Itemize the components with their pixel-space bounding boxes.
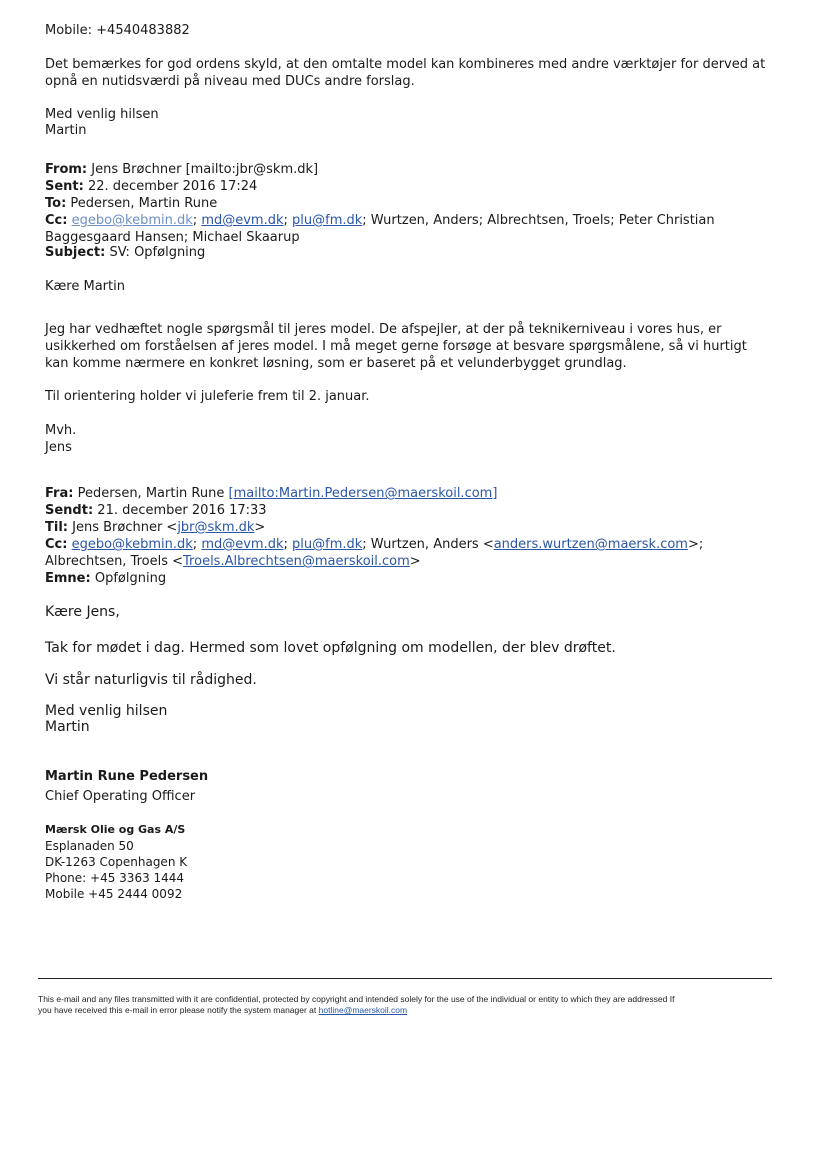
email2-fra-mailto-link[interactable]: [mailto:Martin.Pedersen@maerskoil.com]: [228, 486, 498, 501]
email1-subject-value: SV: Opfølgning: [109, 245, 206, 260]
disclaimer-line-2: [38, 1005, 783, 1016]
email2-cc-line: [45, 536, 775, 570]
top-paragraph: Det bemærkes for god ordens skyld, at den omtalte model kan kombineres med andre værktøjer for derved at opnå en nutidsværdi på niveau med DUCs andre forslag.: [45, 57, 766, 89]
signature-mobile: Mobile +45 2444 0092: [45, 887, 183, 901]
email1-from-label: From:: [45, 162, 88, 177]
email1-to-value: Pedersen, Martin Rune: [70, 196, 218, 211]
email2-emne-label: Emne:: [45, 571, 91, 586]
disclaimer-line-1: This e-mail and any files transmitted with it are confidential, protected by copyright and intended solely for the use of the individual or entity to which they are addressed If: [38, 994, 675, 1004]
email2-sendt-line: [45, 502, 785, 519]
email1-from-value: Jens Brøchner [mailto:jbr@skm.dk]: [91, 162, 319, 177]
email1-cc-link-md[interactable]: md@evm.dk: [201, 213, 284, 228]
email2-greeting: Med venlig hilsen: [45, 703, 168, 719]
email2-cc-link-wurtzen[interactable]: anders.wurtzen@maersk.com: [493, 537, 688, 552]
email2-cc-text: >; Albrechtsen, Troels <: [45, 537, 704, 569]
email2-cc-sep: ;: [192, 537, 202, 552]
email2-sendt-value: 21. december 2016 17:33: [97, 503, 267, 518]
email2-til-label: Til:: [45, 520, 68, 535]
email1-cc-line: [45, 212, 745, 246]
email2-til-link[interactable]: jbr@skm.dk: [177, 520, 255, 535]
email1-subject-line: [45, 244, 785, 261]
email2-cc-link-albrechtsen[interactable]: Troels.Albrechtsen@maerskoil.com: [183, 554, 410, 569]
email2-name: Martin: [45, 719, 90, 735]
confidentiality-disclaimer: [38, 994, 783, 1016]
disclaimer-line-2-text: you have received this e-mail in error please notify the system manager at: [38, 1005, 319, 1015]
email2-fra-line: [45, 485, 785, 502]
email1-holiday-note: Til orientering holder vi juleferie frem til 2. januar.: [45, 389, 370, 404]
email1-cc-link-plu[interactable]: plu@fm.dk: [292, 213, 363, 228]
email1-cc-label: Cc:: [45, 213, 68, 228]
email2-sendt-label: Sendt:: [45, 503, 94, 518]
footer-divider: [38, 978, 772, 979]
signature-title: Chief Operating Officer: [45, 789, 196, 804]
disclaimer-hotline-link[interactable]: hotline@maerskoil.com: [318, 1005, 408, 1015]
email2-availability-line: Vi står naturligvis til rådighed.: [45, 672, 257, 688]
top-greeting: Med venlig hilsen: [45, 107, 159, 122]
email2-til-value: Jens Brøchner <: [72, 520, 178, 535]
email1-subject-label: Subject:: [45, 245, 106, 260]
signature-name: [45, 768, 785, 785]
email2-cc-text: >: [409, 554, 421, 569]
email2-emne-line: [45, 570, 785, 587]
email1-to-label: To:: [45, 196, 67, 211]
signature-company: Mærsk Olie og Gas A/S: [45, 823, 186, 836]
email2-til-line: [45, 519, 785, 536]
signature-address-block: [45, 822, 785, 902]
email1-closing: Mvh.: [45, 423, 77, 438]
email1-cc-link-egebo[interactable]: egebo@kebmin.dk: [71, 213, 193, 228]
signature-street: Esplanaden 50: [45, 839, 134, 853]
email1-salutation: Kære Martin: [45, 279, 125, 294]
email2-fra-value: Pedersen, Martin Rune: [77, 486, 229, 501]
email2-cc-label: Cc:: [45, 537, 68, 552]
signature-name-text: Martin Rune Pedersen: [45, 769, 209, 784]
email2-body-line: Tak for mødet i dag. Hermed som lovet opfølgning om modellen, der blev drøftet.: [45, 640, 616, 656]
email2-emne-value: Opfølgning: [94, 571, 167, 586]
email2-salutation: Kære Jens,: [45, 604, 120, 620]
email1-from-line: [45, 161, 785, 178]
mobile-line: Mobile: +4540483882: [45, 23, 190, 38]
email1-sent-line: [45, 178, 785, 195]
email2-til-end: >: [254, 520, 266, 535]
email1-to-line: [45, 195, 785, 212]
signature-city: DK-1263 Copenhagen K: [45, 855, 188, 869]
email2-cc-link-plu[interactable]: plu@fm.dk: [292, 537, 363, 552]
top-name: Martin: [45, 123, 87, 138]
email2-cc-link-md[interactable]: md@evm.dk: [201, 537, 284, 552]
email1-sent-label: Sent:: [45, 179, 84, 194]
signature-phone: Phone: +45 3363 1444: [45, 871, 185, 885]
email1-body-paragraph: Jeg har vedhæftet nogle spørgsmål til jeres model. De afspejler, at der på teknikerniveau i vores hus, er usikkerhed om forståelsen af jeres model. I må meget gerne forsøge at besvare spørgsmålene, så vi hurtigt kan komme nærmere en konkret løsning, som er baseret på et velunderbygget grundlag.: [45, 322, 747, 371]
email1-cc-rest: ; Wurtzen, Anders; Albrechtsen, Troels; Peter Christian Baggesgaard Hansen; Michael Skaarup: [45, 213, 715, 245]
email2-cc-sep: ;: [283, 537, 293, 552]
email1-cc-sep: ;: [192, 213, 202, 228]
email2-cc-link-egebo[interactable]: egebo@kebmin.dk: [71, 537, 193, 552]
email1-signoff: Jens: [45, 440, 72, 455]
email2-fra-label: Fra:: [45, 486, 74, 501]
email2-cc-text: ; Wurtzen, Anders <: [362, 537, 494, 552]
email1-cc-sep: ;: [283, 213, 293, 228]
email1-sent-value: 22. december 2016 17:24: [88, 179, 258, 194]
